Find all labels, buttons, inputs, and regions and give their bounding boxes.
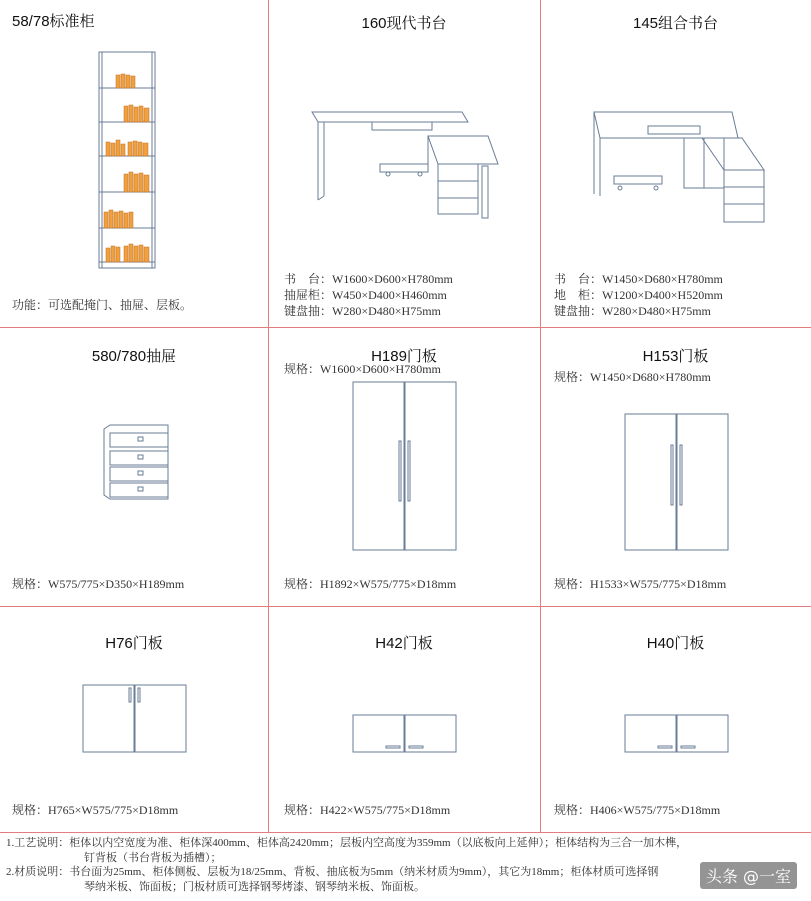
watermark: 头条 @一室 [700, 862, 797, 889]
cell-title: H153门板 [642, 348, 709, 365]
cell-title: 580/780抽屉 [91, 348, 177, 365]
spec-line: 键盘抽：W280×D480×H75mm [554, 304, 711, 318]
spec-line: 规格：H406×W575/775×D18mm [554, 803, 721, 817]
spec-line: 规格：H1533×W575/775×D18mm [554, 577, 727, 591]
cell-title: H76门板 [105, 635, 163, 652]
cell-drawer [0, 327, 268, 606]
spec-line: 地 柜：W1200×D400×H520mm [554, 288, 723, 302]
door-h189-drawing [352, 381, 458, 553]
cell-title: 58/78标准柜 [12, 13, 95, 30]
note-line: 2.材质说明：书台面为25mm、柜体侧板、层板为18/25mm、背板、抽底板为5mm（纳米材质为9mm），其它为18mm；柜体材质可选择钢 [6, 866, 659, 878]
spec-line: 书 台：W1450×D680×H780mm [554, 272, 723, 286]
cell-title: 145组合书台 [632, 15, 719, 32]
cell-door-h42 [268, 606, 540, 832]
spec-line: 抽屉柜：W450×D400×H460mm [284, 288, 447, 302]
note-line: 钉背板（书台背板为插槽）； [84, 851, 222, 864]
cell-title: 160现代书台 [361, 15, 447, 32]
grid-divider [0, 832, 811, 833]
cell-door-h40 [540, 606, 811, 832]
cell-standard-cabinet [0, 0, 268, 327]
drawer-drawing [100, 423, 172, 505]
bookcase-drawing [96, 50, 160, 272]
spec-line: 键盘抽：W280×D480×H75mm [284, 304, 441, 318]
door-h76-drawing [82, 684, 188, 754]
spec-line: 规格：H422×W575/775×D18mm [284, 803, 451, 817]
note-line: 琴纳米板、饰面板；门板材质可选择钢琴烤漆、钢琴纳米板、饰面板。 [84, 880, 425, 893]
cell-subtitle: 规格：W1600×D600×H780mm [284, 362, 441, 376]
door-h42-drawing [352, 714, 458, 754]
cell-door-h153 [540, 327, 811, 606]
cell-door-h76 [0, 606, 268, 832]
cell-modern-desk-160 [268, 0, 540, 327]
spec-line: 书 台：W1600×D600×H780mm [284, 272, 453, 286]
cell-door-h189 [268, 327, 540, 606]
cell-title: H189门板 [371, 348, 437, 365]
footnotes [6, 836, 806, 894]
desk-160-drawing [308, 106, 508, 226]
spec-line: 规格：W575/775×D350×H189mm [12, 577, 185, 591]
cell-combo-desk-145 [540, 0, 811, 327]
note-line: 1.工艺说明：柜体以内空宽度为准、柜体深400mm、柜体高2420mm；层板内空高度为359mm（以底板向上延伸）；柜体结构为三合一加木榫， [6, 837, 688, 849]
cell-subtitle: 规格：W1450×D680×H780mm [554, 370, 711, 384]
desk-145-drawing [592, 110, 772, 230]
cell-title: H42门板 [375, 635, 433, 652]
cell-title: H40门板 [646, 635, 705, 652]
door-h153-drawing [624, 413, 730, 553]
door-h40-drawing [624, 714, 730, 754]
spec-line: 功能：可选配掩门、抽屉、层板。 [12, 298, 193, 312]
spec-line: 规格：H765×W575/775×D18mm [12, 803, 179, 817]
spec-line: 规格：H1892×W575/775×D18mm [284, 577, 457, 591]
